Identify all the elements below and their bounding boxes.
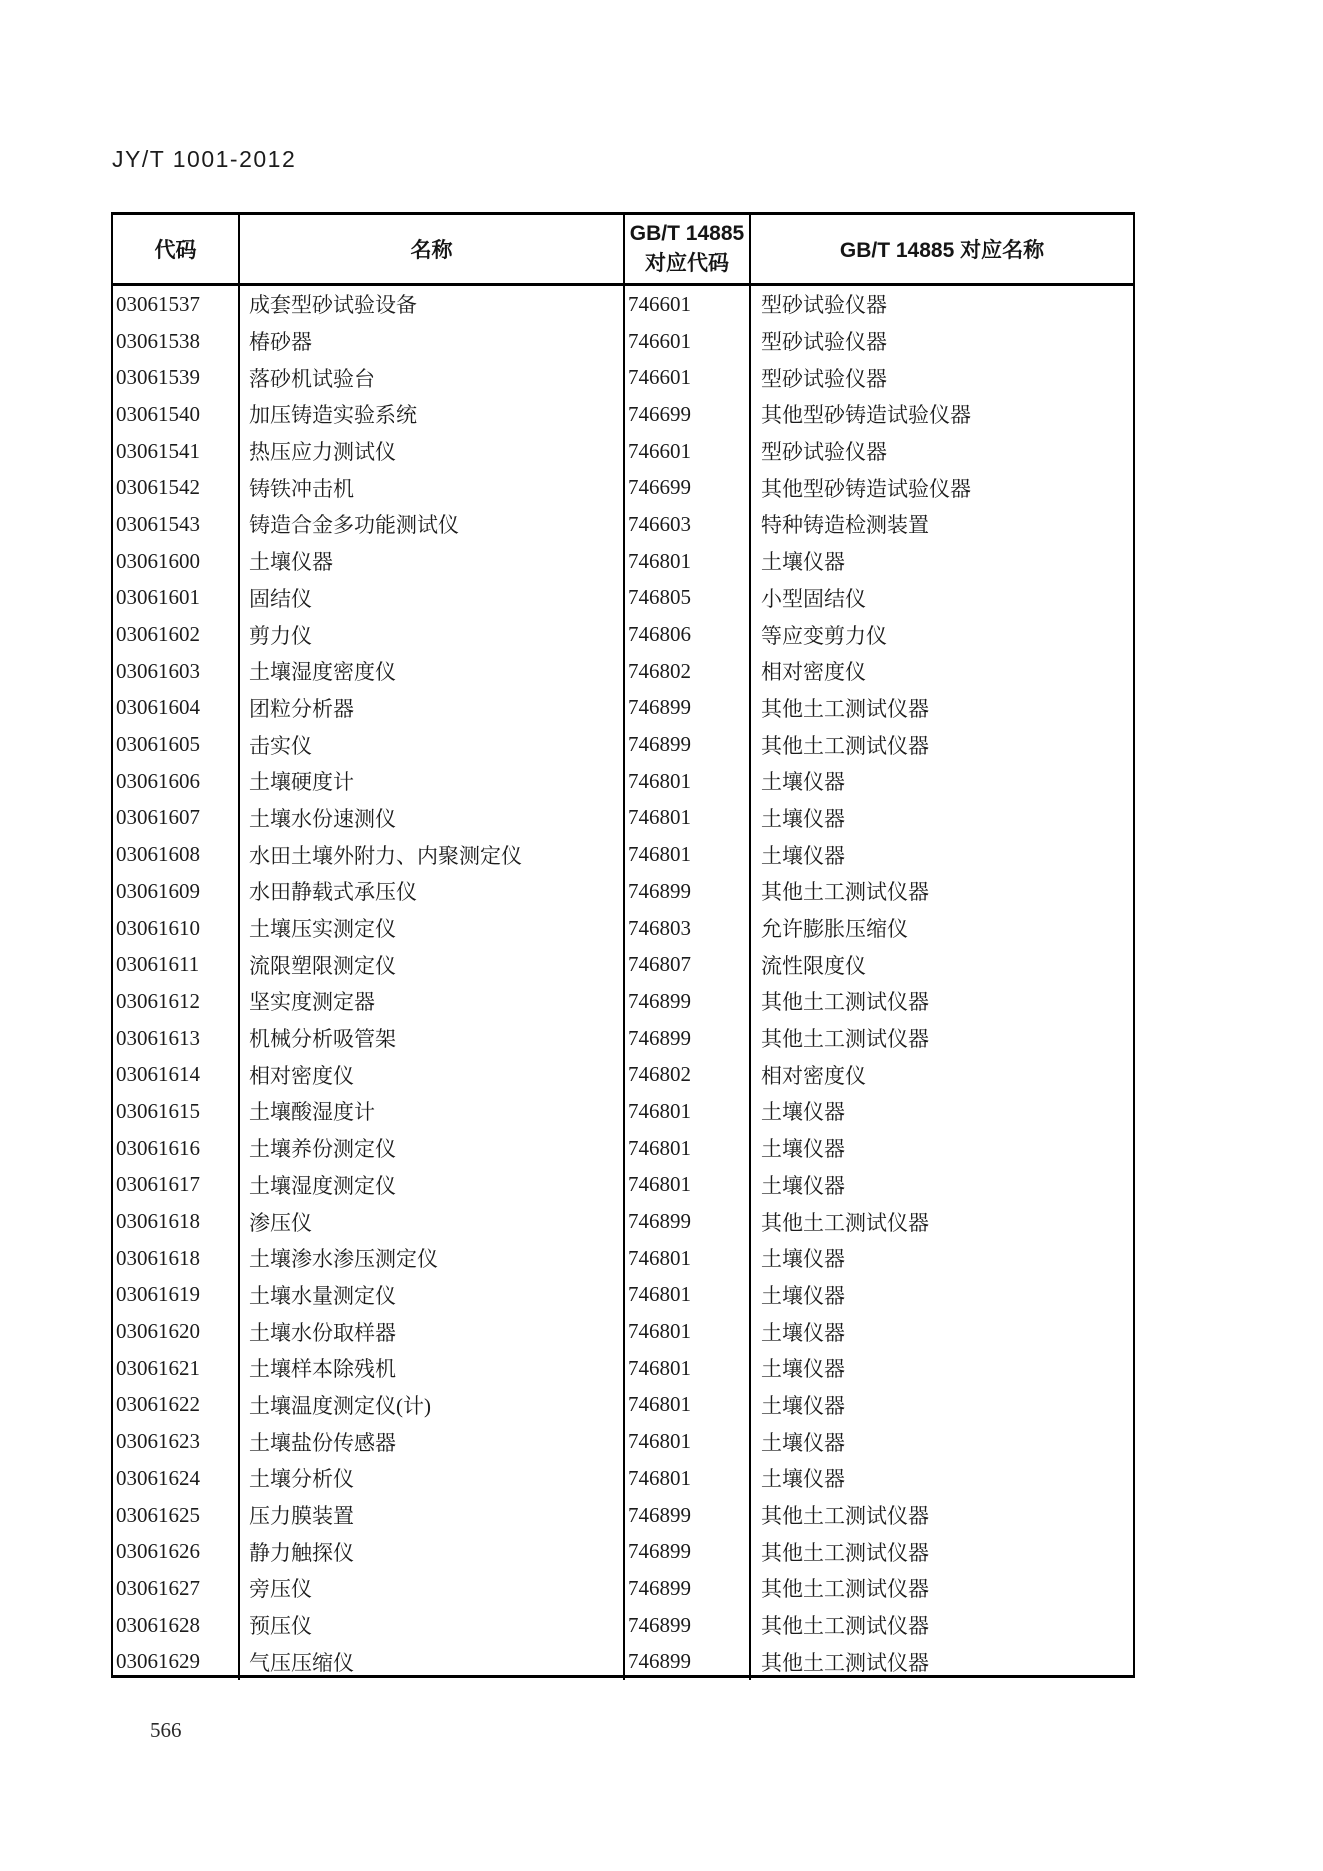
table-row [113,1313,1133,1350]
cell-gbt-code: 746801 [625,763,751,800]
cell-code: 03061540 [113,396,240,433]
table-row [113,983,1133,1020]
cell-name: 土壤样本除残机 [240,1350,625,1387]
table-row [113,1240,1133,1277]
cell-name: 固结仪 [240,580,625,617]
table-row [113,1460,1133,1497]
cell-gbt-code: 746699 [625,396,751,433]
cell-gbt-code: 746899 [625,690,751,727]
table-row [113,1497,1133,1534]
cell-gbt-code: 746801 [625,543,751,580]
page-number: 566 [150,1718,182,1742]
cell-gbt-code: 746801 [625,1240,751,1277]
cell-gbt-code: 746801 [625,1460,751,1497]
cell-name: 土壤养份测定仪 [240,1130,625,1167]
cell-code: 03061625 [113,1497,240,1534]
cell-gbt-name: 土壤仪器 [761,1100,845,1125]
cell-code: 03061537 [113,286,240,323]
cell-gbt-name: 土壤仪器 [761,770,845,795]
cell-code: 03061624 [113,1460,240,1497]
cell-name: 土壤硬度计 [240,763,625,800]
cell-gbt-name: 流性限度仪 [761,953,866,978]
cell-gbt-code: 746807 [625,946,751,983]
cell-name: 加压铸造实验系统 [240,396,625,433]
cell-gbt-code: 746802 [625,1056,751,1093]
table-row [113,1533,1133,1570]
cell-gbt-code: 746801 [625,800,751,837]
cell-name: 气压压缩仪 [240,1643,625,1680]
cell-code: 03061610 [113,910,240,947]
cell-name: 击实仪 [240,726,625,763]
table-row [113,910,1133,947]
cell-gbt-code: 746899 [625,1497,751,1534]
cell-code: 03061614 [113,1056,240,1093]
table-row [113,690,1133,727]
cell-gbt-code: 746899 [625,873,751,910]
cell-name: 土壤温度测定仪(计) [240,1387,625,1424]
cell-gbt-name: 土壤仪器 [761,1320,845,1345]
cell-gbt-name: 其他土工测试仪器 [761,1540,929,1565]
table-row [113,580,1133,617]
table-row [113,1607,1133,1644]
cell-code: 03061618 [113,1240,240,1277]
cell-gbt-code: 746899 [625,1203,751,1240]
cell-gbt-name: 其他土工测试仪器 [761,1614,929,1639]
cell-code: 03061542 [113,469,240,506]
cell-code: 03061608 [113,836,240,873]
table-row [113,1203,1133,1240]
cell-gbt-name: 其他型砂铸造试验仪器 [761,403,971,428]
table-row [113,359,1133,396]
cell-gbt-code: 746801 [625,1093,751,1130]
cell-gbt-name: 土壤仪器 [761,1430,845,1455]
cell-gbt-code: 746801 [625,1350,751,1387]
cell-code: 03061623 [113,1423,240,1460]
cell-code: 03061603 [113,653,240,690]
cell-name: 土壤湿度密度仪 [240,653,625,690]
cell-name: 渗压仪 [240,1203,625,1240]
cell-gbt-code: 746899 [625,726,751,763]
cell-gbt-name: 土壤仪器 [761,1137,845,1162]
cell-code: 03061541 [113,433,240,470]
cell-gbt-code: 746801 [625,1387,751,1424]
cell-gbt-code: 746601 [625,286,751,323]
cell-name: 土壤水份取样器 [240,1313,625,1350]
cell-name: 土壤水份速测仪 [240,800,625,837]
cell-code: 03061543 [113,506,240,543]
cell-gbt-code: 746601 [625,433,751,470]
cell-gbt-name: 土壤仪器 [761,1247,845,1272]
cell-gbt-name: 相对密度仪 [761,1063,866,1088]
cell-code: 03061606 [113,763,240,800]
cell-name: 铸铁冲击机 [240,469,625,506]
cell-code: 03061605 [113,726,240,763]
cell-gbt-name: 等应变剪力仪 [761,623,887,648]
cell-code: 03061607 [113,800,240,837]
cell-name: 落砂机试验台 [240,359,625,396]
table-row [113,873,1133,910]
cell-code: 03061611 [113,946,240,983]
cell-name: 剪力仪 [240,616,625,653]
cell-gbt-code: 746806 [625,616,751,653]
cell-name: 土壤渗水渗压测定仪 [240,1240,625,1277]
table-row [113,1387,1133,1424]
table-row [113,469,1133,506]
cell-name: 坚实度测定器 [240,983,625,1020]
cell-code: 03061627 [113,1570,240,1607]
cell-name: 土壤盐份传感器 [240,1423,625,1460]
cell-gbt-name: 相对密度仪 [761,660,866,685]
table-row [113,1167,1133,1204]
table-row [113,323,1133,360]
table-row [113,396,1133,433]
table-body [113,286,1133,1680]
cell-gbt-name: 其他土工测试仪器 [761,990,929,1015]
table-row [113,946,1133,983]
cell-code: 03061628 [113,1607,240,1644]
cell-name: 土壤湿度测定仪 [240,1167,625,1204]
cell-gbt-code: 746899 [625,1607,751,1644]
header-gbt-name: GB/T 14885 对应名称 [839,239,1045,262]
table-row [113,1423,1133,1460]
cell-code: 03061620 [113,1313,240,1350]
cell-code: 03061612 [113,983,240,1020]
cell-code: 03061602 [113,616,240,653]
cell-gbt-name: 其他土工测试仪器 [761,1504,929,1529]
cell-gbt-code: 746801 [625,1313,751,1350]
cell-gbt-code: 746899 [625,983,751,1020]
cell-gbt-name: 土壤仪器 [761,1393,845,1418]
cell-name: 土壤水量测定仪 [240,1277,625,1314]
cell-code: 03061616 [113,1130,240,1167]
cell-code: 03061604 [113,690,240,727]
cell-code: 03061538 [113,323,240,360]
cell-gbt-name: 型砂试验仪器 [761,366,887,391]
cell-gbt-code: 746603 [625,506,751,543]
cell-code: 03061617 [113,1167,240,1204]
cell-gbt-code: 746899 [625,1643,751,1680]
cell-gbt-name: 土壤仪器 [761,1467,845,1492]
table-row [113,1277,1133,1314]
cell-code: 03061613 [113,1020,240,1057]
cell-gbt-name: 允许膨胀压缩仪 [761,917,908,942]
cell-gbt-code: 746899 [625,1020,751,1057]
cell-gbt-name: 其他土工测试仪器 [761,1210,929,1235]
cell-code: 03061600 [113,543,240,580]
cell-name: 机械分析吸管架 [240,1020,625,1057]
cell-name: 相对密度仪 [240,1056,625,1093]
cell-code: 03061615 [113,1093,240,1130]
cell-gbt-name: 型砂试验仪器 [761,330,887,355]
cell-name: 热压应力测试仪 [240,433,625,470]
table-header-row [113,215,1133,286]
cell-gbt-name: 其他土工测试仪器 [761,1650,929,1675]
cell-name: 压力膜装置 [240,1497,625,1534]
header-gbt-code [625,215,751,283]
table-row [113,543,1133,580]
cell-name: 旁压仪 [240,1570,625,1607]
cell-name: 水田土壤外附力、内聚测定仪 [240,836,625,873]
table-row [113,1056,1133,1093]
cell-name: 椿砂器 [240,323,625,360]
cell-gbt-code: 746803 [625,910,751,947]
table-row [113,1643,1133,1680]
cell-name: 静力触探仪 [240,1533,625,1570]
cell-gbt-code: 746801 [625,1130,751,1167]
table-row [113,726,1133,763]
cell-gbt-name: 土壤仪器 [761,550,845,575]
cell-code: 03061629 [113,1643,240,1680]
table-row [113,1130,1133,1167]
cell-gbt-name: 型砂试验仪器 [761,293,887,318]
table-row [113,616,1133,653]
table-row [113,800,1133,837]
cell-gbt-code: 746899 [625,1533,751,1570]
cell-gbt-code: 746601 [625,323,751,360]
table-row [113,506,1133,543]
cell-gbt-name: 其他型砂铸造试验仪器 [761,476,971,501]
table-row [113,1020,1133,1057]
cell-gbt-code: 746801 [625,1167,751,1204]
table-row [113,653,1133,690]
table-row [113,1093,1133,1130]
cell-gbt-code: 746899 [625,1570,751,1607]
cell-name: 土壤压实测定仪 [240,910,625,947]
cell-gbt-code: 746802 [625,653,751,690]
table-row [113,286,1133,323]
cell-gbt-name: 小型固结仪 [761,586,866,611]
cell-name: 土壤酸湿度计 [240,1093,625,1130]
cell-code: 03061539 [113,359,240,396]
cell-gbt-code: 746805 [625,580,751,617]
cell-name: 成套型砂试验设备 [240,286,625,323]
table-row [113,433,1133,470]
cell-gbt-code: 746699 [625,469,751,506]
cell-gbt-name: 其他土工测试仪器 [761,880,929,905]
cell-gbt-name: 土壤仪器 [761,1283,845,1308]
header-name: 名称 [240,215,625,283]
cell-gbt-code: 746801 [625,1277,751,1314]
cell-code: 03061618 [113,1203,240,1240]
code-mapping-table [111,212,1135,1678]
cell-code: 03061622 [113,1387,240,1424]
cell-gbt-name: 特种铸造检测装置 [761,513,929,538]
cell-name: 土壤分析仪 [240,1460,625,1497]
cell-code: 03061626 [113,1533,240,1570]
header-gbt-code-line2: 对应代码 [645,252,729,275]
doc-code-heading: JY/T 1001-2012 [112,146,297,172]
cell-gbt-name: 土壤仪器 [761,1357,845,1382]
cell-code: 03061601 [113,580,240,617]
cell-code: 03061619 [113,1277,240,1314]
cell-gbt-name: 型砂试验仪器 [761,440,887,465]
cell-name: 流限塑限测定仪 [240,946,625,983]
header-gbt-code-line1: GB/T 14885 [629,222,745,245]
table-row [113,1350,1133,1387]
cell-gbt-name: 土壤仪器 [761,1173,845,1198]
cell-gbt-code: 746601 [625,359,751,396]
cell-name: 预压仪 [240,1607,625,1644]
cell-gbt-name: 其他土工测试仪器 [761,1577,929,1602]
cell-gbt-name: 其他土工测试仪器 [761,733,929,758]
cell-name: 土壤仪器 [240,543,625,580]
table-row [113,836,1133,873]
table-row [113,763,1133,800]
cell-code: 03061609 [113,873,240,910]
cell-gbt-name: 土壤仪器 [761,843,845,868]
cell-gbt-name: 土壤仪器 [761,806,845,831]
cell-gbt-name: 其他土工测试仪器 [761,696,929,721]
header-code: 代码 [113,215,240,283]
cell-name: 水田静载式承压仪 [240,873,625,910]
cell-gbt-code: 746801 [625,1423,751,1460]
cell-name: 铸造合金多功能测试仪 [240,506,625,543]
cell-gbt-name: 其他土工测试仪器 [761,1027,929,1052]
cell-gbt-code: 746801 [625,836,751,873]
cell-name: 团粒分析器 [240,690,625,727]
table-row [113,1570,1133,1607]
cell-code: 03061621 [113,1350,240,1387]
